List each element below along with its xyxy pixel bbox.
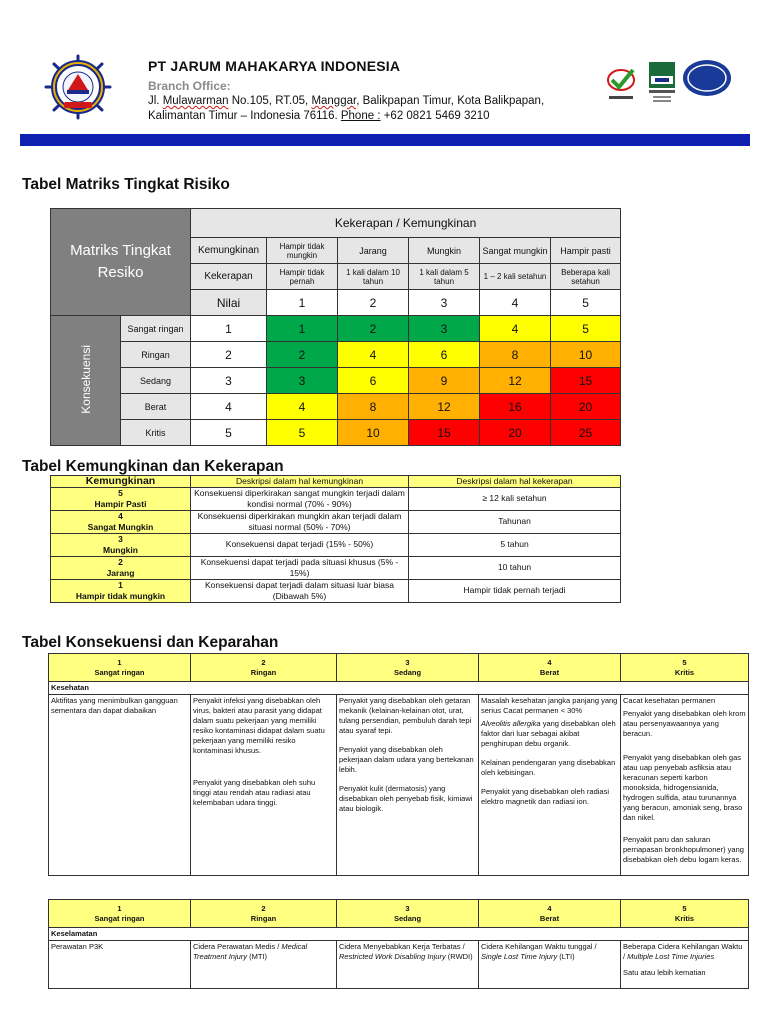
- risk-cell: 10: [338, 420, 409, 446]
- kem-level-name: Hampir tidak mungkin: [75, 590, 166, 601]
- kem-level-name: Sangat Mungkin: [87, 521, 154, 532]
- kesehatan-col-2: [191, 695, 337, 876]
- address-area: Manggar: [311, 95, 357, 107]
- kon-header-name: Sedang: [393, 667, 422, 677]
- keselamatan-text: Cidera Kehilangan Waktu tunggal /: [481, 942, 597, 951]
- address-mid: No.105, RT.05,: [228, 95, 312, 107]
- konsekuensi-label-5: Kritis: [121, 420, 191, 446]
- risk-cell: 15: [409, 420, 480, 446]
- kesehatan-text: Penyakit infeksi yang disebabkan oleh virus, bakteri atau parasit yang didapat dalam suatu pekerjaan yang memiliki resiko kontaminasi didapat dalam suatu pekerjaan yang memiliki resiko kontaminasi khusus.: [193, 696, 325, 755]
- kem-level-num: 2: [118, 557, 123, 567]
- risk-cell: 16: [480, 394, 551, 420]
- address-prefix: Jl.: [148, 95, 163, 107]
- keselamatan-col-1: Perawatan P3K: [49, 941, 191, 989]
- kemungkinan-3: Mungkin: [409, 238, 480, 264]
- kem-level: [51, 533, 191, 556]
- kem-level-num: 3: [118, 534, 123, 544]
- keselamatan-text: Cidera Perawatan Medis /: [193, 942, 282, 951]
- kon-header-num: 1: [117, 657, 122, 667]
- keselamatan-italic: Single Lost Time Injury: [481, 952, 558, 961]
- keselamatan-text: Satu atau lebih kematian: [623, 968, 706, 977]
- kemungkinan-5: Hampir pasti: [551, 238, 621, 264]
- kesehatan-text: Aktifitas yang menimbulkan gangguan sementara dan dapat diabaikan: [51, 696, 178, 715]
- kem-freq: Tahunan: [409, 510, 621, 533]
- kon-header-num: 5: [682, 657, 687, 667]
- matrix-top-header: Kekerapan / Kemungkinan: [191, 209, 621, 238]
- konsekuensi-label-2: Ringan: [121, 342, 191, 368]
- kesehatan-text: Cacat kesehatan permanen: [623, 696, 716, 705]
- konsekuensi-value-1: 1: [191, 316, 267, 342]
- kem-desc: Konsekuensi diperkirakan sangat mungkin terjadi dalam kondisi normal (70% - 90%): [191, 487, 409, 510]
- risk-cell: 20: [480, 420, 551, 446]
- risk-cell: 4: [267, 394, 338, 420]
- keselamatan-text: Beberapa Cidera Kehilangan Waktu /: [623, 942, 743, 961]
- keselamatan-text: (LTI): [557, 952, 575, 961]
- risk-cell: 4: [338, 342, 409, 368]
- risk-cell: 8: [480, 342, 551, 368]
- konsekuensi-value-4: 4: [191, 394, 267, 420]
- risk-cell: 20: [551, 394, 621, 420]
- kon-header-name: Kritis: [674, 667, 695, 677]
- branch-label: Branch Office:: [148, 79, 231, 93]
- konsekuensi-value-5: 5: [191, 420, 267, 446]
- kem-freq: 5 tahun: [409, 533, 621, 556]
- address-line-1: [148, 95, 544, 107]
- kon-header-name: Sangat ringan: [94, 667, 145, 677]
- risk-cell: 12: [409, 394, 480, 420]
- keselamatan-text: Cidera Menyebabkan Kerja Terbatas /: [339, 942, 465, 951]
- kon-header-name: Berat: [539, 667, 560, 677]
- kesehatan-text-alveolitis: [481, 719, 618, 749]
- iaf-logo: [683, 60, 731, 96]
- kon-header-num: 2: [261, 657, 266, 667]
- kem-desc: Konsekuensi dapat terjadi dalam situasi luar biasa (Dibawah 5%): [191, 579, 409, 602]
- kon-header-num: 5: [682, 903, 687, 913]
- kem-level-num: 5: [118, 488, 123, 498]
- kem-level: [51, 487, 191, 510]
- kem-freq: Hampir tidak pernah terjadi: [409, 579, 621, 602]
- kem-level: [51, 579, 191, 602]
- kon-header: [621, 654, 749, 682]
- certification-logos: [603, 58, 733, 110]
- risk-cell: 5: [267, 420, 338, 446]
- kon-header: [337, 900, 479, 928]
- konsekuensi-value-3: 3: [191, 368, 267, 394]
- ias-logo: [649, 62, 675, 102]
- address-line-2-text: Kalimantan Timur – Indonesia 76116.: [148, 110, 341, 122]
- kesehatan-text: Penyakit yang disebabkan oleh suhu tinggi atau rendah atau radiasi atau kelembaban udara tinggi.: [193, 778, 316, 807]
- kekerapan-3: 1 kali dalam 5 tahun: [409, 264, 480, 290]
- alveolitis-italic: Alveolitis allergika: [481, 719, 541, 728]
- kekerapan-1: Hampir tidak pernah: [267, 264, 338, 290]
- address-rest: , Balikpapan Timur, Kota Balikpapan,: [356, 95, 545, 107]
- kon-header-name: Kritis: [674, 913, 695, 923]
- risk-cell: 4: [480, 316, 551, 342]
- risk-cell: 15: [551, 368, 621, 394]
- kon-header-name: Sangat ringan: [94, 913, 145, 923]
- keselamatan-italic: Multiple Lost Time Injuries: [627, 952, 715, 961]
- risk-matrix-table: [50, 208, 621, 446]
- kem-desc: Konsekuensi diperkirakan mungkin akan terjadi dalam situasi normal (50% - 70%): [191, 510, 409, 533]
- address-street: Mulawarman: [162, 95, 229, 107]
- kesehatan-text: Penyakit paru dan saluran pernapasan bronkhopulmoner) yang disebabkan oleh debu logam keras.: [623, 835, 744, 864]
- kekerapan-2: 1 kali dalam 10 tahun: [338, 264, 409, 290]
- keselamatan-italic: Medical Treatment Injury: [193, 942, 308, 961]
- kem-level-num: 1: [118, 580, 123, 590]
- konsekuensi-label-4: Berat: [121, 394, 191, 420]
- kekerapan-5: Beberapa kali setahun: [551, 264, 621, 290]
- keselamatan-col-2: [191, 941, 337, 989]
- kekerapan-4: 1 – 2 kali setahun: [480, 264, 551, 290]
- kon-header: [49, 654, 191, 682]
- kem-header-kemungkinan: Kemungkinan: [51, 476, 191, 488]
- konsekuensi-side-text: Konsekuensi: [78, 344, 93, 414]
- kesehatan-text: Penyakit yang disebabkan oleh gas atau uap penyebab asfiksia atau keracunan seperti karbon monoksida, hidrogensianida, hydrogen sulfida, atau turunannya yang beracun, amoniak seng, braso dan nikel.: [623, 753, 743, 822]
- kem-desc: Konsekuensi dapat terjadi (15% - 50%): [191, 533, 409, 556]
- kon-header-num: 3: [405, 903, 410, 913]
- kem-level-num: 4: [118, 511, 123, 521]
- kon-header-num: 2: [261, 903, 266, 913]
- kon-header: [479, 900, 621, 928]
- nilai-4: 4: [480, 290, 551, 316]
- alveolitis-rest: yang disebabkan oleh faktor dari luar sebagai akibat penghirupan debu organik.: [481, 719, 616, 748]
- risk-cell: 3: [409, 316, 480, 342]
- keselamatan-col-4: [479, 941, 621, 989]
- matrix-row-label-kekerapan: Kekerapan: [191, 264, 267, 290]
- section-title-matrix: Tabel Matriks Tingkat Risiko: [22, 176, 230, 193]
- matrix-side-label: [51, 316, 121, 446]
- keselamatan-col-3: [337, 941, 479, 989]
- kon-header-name: Sedang: [393, 913, 422, 923]
- keselamatan-text: (MTI): [247, 952, 268, 961]
- kon-header: [191, 900, 337, 928]
- kesehatan-text: Penyakit yang disebabkan oleh krom atau persenyawaannya yang beracun.: [623, 709, 746, 738]
- kon-header: [479, 654, 621, 682]
- kesehatan-col-5: [621, 695, 749, 876]
- keselamatan-col-5: [621, 941, 749, 989]
- konsekuensi-label-3: Sedang: [121, 368, 191, 394]
- kon-header-name: Ringan: [250, 913, 277, 923]
- kesehatan-col-4: [479, 695, 621, 876]
- nilai-1: 1: [267, 290, 338, 316]
- kon-header: [191, 654, 337, 682]
- kon-header-name: Ringan: [250, 667, 277, 677]
- kon-header-num: 1: [117, 903, 122, 913]
- phone-label: Phone :: [340, 110, 381, 122]
- keselamatan-text: (RWDI): [445, 952, 473, 961]
- kon-header: [49, 900, 191, 928]
- kem-level-name: Hampir Pasti: [94, 498, 147, 509]
- section-title-kemungkinan: Tabel Kemungkinan dan Kekerapan: [22, 458, 284, 475]
- konsekuensi-keselamatan-table: [48, 899, 749, 989]
- nilai-2: 2: [338, 290, 409, 316]
- kon-header-num: 4: [547, 657, 552, 667]
- keselamatan-italic: Restricted Work Disabling Injury: [339, 952, 446, 961]
- kem-freq: ≥ 12 kali setahun: [409, 487, 621, 510]
- kem-level: [51, 556, 191, 579]
- risk-cell: 9: [409, 368, 480, 394]
- kon-header-num: 3: [405, 657, 410, 667]
- konsekuensi-value-2: 2: [191, 342, 267, 368]
- risk-cell: 3: [267, 368, 338, 394]
- kon-header-name: Berat: [539, 913, 560, 923]
- risk-cell: 10: [551, 342, 621, 368]
- kem-header-freq: Deskripsi dalam hal kekerapan: [409, 476, 621, 488]
- kemungkinan-table: [50, 475, 621, 603]
- risk-cell: 2: [267, 342, 338, 368]
- kem-level-name: Jarang: [106, 567, 135, 578]
- kesehatan-text: Penyakit yang disebabkan oleh radiasi elektro magnetik dan radiasi ion.: [481, 787, 610, 806]
- header-divider-bar: [20, 134, 750, 146]
- kem-level-name: Mungkin: [103, 544, 138, 555]
- risk-cell: 12: [480, 368, 551, 394]
- matrix-row-label-nilai: Nilai: [191, 290, 267, 316]
- iso-check-logo: [608, 70, 634, 99]
- kon-header-num: 4: [547, 903, 552, 913]
- category-keselamatan: Keselamatan: [49, 928, 749, 941]
- phone-number: +62 0821 5469 3210: [380, 110, 490, 122]
- category-kesehatan: Kesehatan: [49, 682, 749, 695]
- konsekuensi-label-1: Sangat ringan: [121, 316, 191, 342]
- nilai-3: 3: [409, 290, 480, 316]
- company-name: PT JARUM MAHAKARYA INDONESIA: [148, 58, 401, 74]
- kesehatan-col-1: [49, 695, 191, 876]
- risk-cell: 5: [551, 316, 621, 342]
- kemungkinan-2: Jarang: [338, 238, 409, 264]
- kem-freq: 10 tahun: [409, 556, 621, 579]
- nilai-5: 5: [551, 290, 621, 316]
- kemungkinan-4: Sangat mungkin: [480, 238, 551, 264]
- address-line-2: [148, 110, 490, 122]
- konsekuensi-kesehatan-table: [48, 653, 749, 876]
- matrix-corner-title: Matriks Tingkat Resiko: [51, 209, 191, 316]
- risk-cell: 6: [338, 368, 409, 394]
- kem-desc: Konsekuensi dapat terjadi pada situasi khusus (5% - 15%): [191, 556, 409, 579]
- risk-cell: 6: [409, 342, 480, 368]
- ship-wheel-logo: [38, 52, 118, 122]
- risk-cell: 2: [338, 316, 409, 342]
- kesehatan-text: Penyakit yang disebabkan oleh pekerjaan dalam udara yang bertekanan lebih.: [339, 745, 474, 774]
- kesehatan-col-3: [337, 695, 479, 876]
- section-title-konsekuensi: Tabel Konsekuensi dan Keparahan: [22, 634, 279, 651]
- kesehatan-text: Penyakit kulit (dermatosis) yang disebabkan oleh penyebab fisik, kimiawi atau biologik.: [339, 784, 473, 813]
- kem-level: [51, 510, 191, 533]
- kon-header: [337, 654, 479, 682]
- kemungkinan-1: Hampir tidak mungkin: [267, 238, 338, 264]
- risk-cell: 8: [338, 394, 409, 420]
- matrix-row-label-kemungkinan: Kemungkinan: [191, 238, 267, 264]
- kesehatan-text: Masalah kesehatan jangka panjang yang serius Cacat permanen < 30%: [481, 696, 618, 715]
- risk-cell: 25: [551, 420, 621, 446]
- kesehatan-text: Kelainan pendengaran yang disebabkan oleh kebisingan.: [481, 758, 616, 777]
- kesehatan-text: Penyakit yang disebabkan oleh getaran mekanik (kelainan-kelainan otot, urat, tulang persendian, pembuluh darah tepi atau syaraf tepi.: [339, 696, 472, 735]
- kem-header-desc: Deskripsi dalam hal kemungkinan: [191, 476, 409, 488]
- risk-cell: 1: [267, 316, 338, 342]
- kon-header: [621, 900, 749, 928]
